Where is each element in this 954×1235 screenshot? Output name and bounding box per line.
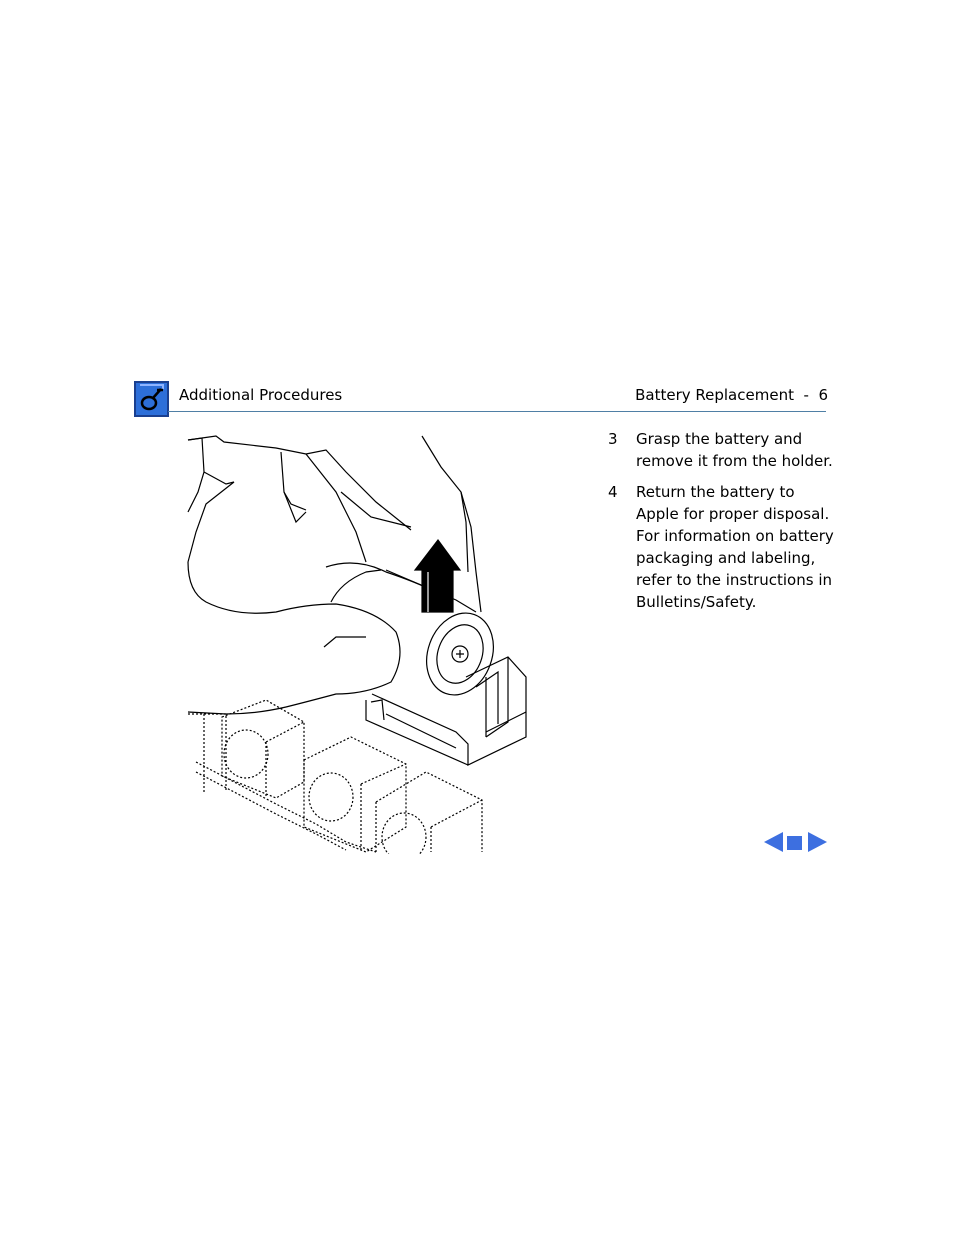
section-title: Additional Procedures — [179, 386, 343, 404]
step-number: 3 — [608, 430, 618, 448]
step-text: Grasp the battery and remove it from the holder. — [636, 430, 833, 470]
arrow-left-icon[interactable] — [764, 830, 784, 858]
step-number: 4 — [608, 483, 618, 501]
step-list — [608, 428, 838, 622]
step-item — [608, 428, 838, 472]
page-navigation — [764, 830, 828, 854]
page-title: Battery Replacement - 6 — [635, 386, 828, 404]
apple-service-logo-icon — [134, 381, 169, 417]
step-text: Return the battery to Apple for proper disposal. For information on battery packaging and labeling, refer to the instructions in Bulletins/Safety. — [636, 483, 834, 611]
battery-removal-illustration — [186, 432, 531, 854]
step-item — [608, 481, 838, 613]
header-divider — [168, 411, 826, 412]
square-stop-icon[interactable] — [787, 835, 802, 854]
arrow-right-icon[interactable] — [807, 830, 827, 858]
